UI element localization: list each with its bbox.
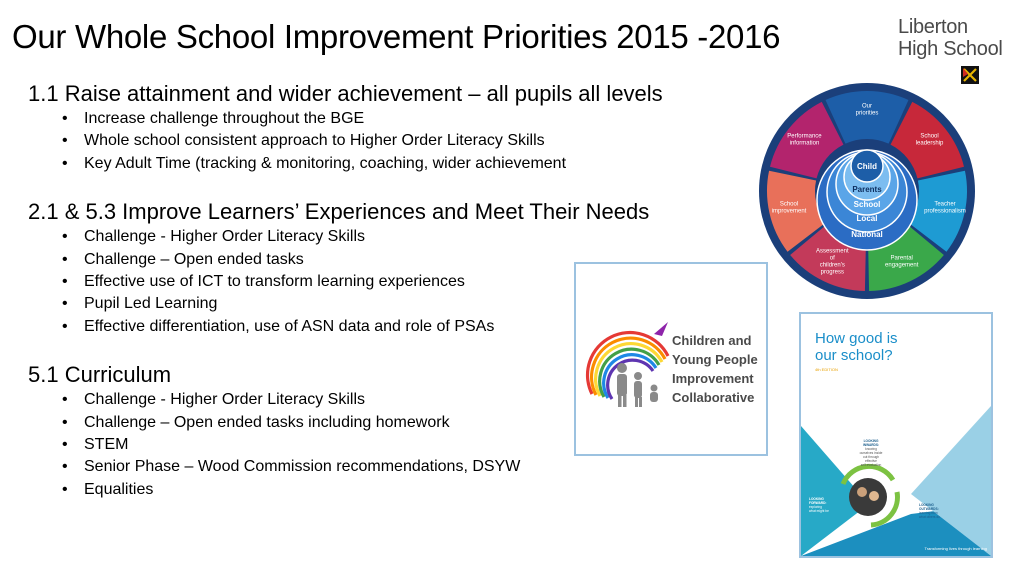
cypic-logo	[576, 264, 766, 454]
hgios-title-line-1: How good is	[815, 330, 898, 347]
cover-right-line: OUTWARDS:	[919, 507, 939, 511]
wheel-segment-label: Parental engagement	[885, 255, 919, 269]
bird-icon	[654, 322, 668, 336]
wheel-segment-label: Assessment of children's progress	[815, 248, 849, 276]
ring-label-parents: Parents	[852, 185, 882, 194]
cypic-line-3: Improvement	[672, 371, 754, 386]
cover-photo-face-1	[857, 487, 867, 497]
wheel-segment-label: School leadership	[915, 133, 944, 147]
cypic-logo-panel	[574, 262, 768, 456]
bullet-item: • Whole school consistent approach to Higher Order Literacy Skills	[62, 130, 768, 152]
bullet-item: • Key Adult Time (tracking & monitoring, coaching, wider achievement	[62, 153, 768, 175]
wheel-segment-label: Our priorities	[855, 103, 879, 117]
cover-center-line: LOOKING	[863, 439, 879, 443]
cypic-line-1: Children and	[672, 333, 752, 348]
cover-right-line: what others do	[919, 515, 940, 519]
cover-photo	[849, 478, 887, 516]
bullet-item: • STEM	[62, 434, 768, 456]
cover-center-line: self-evaluation	[860, 463, 882, 467]
bullet-item: • Challenge – Open ended tasks including homework	[62, 412, 768, 434]
cover-left-line: what might be	[809, 509, 829, 513]
bullet-item: • Challenge - Higher Order Literacy Skills	[62, 389, 768, 411]
cover-right-line: learning from	[919, 511, 938, 515]
cover-right-line: LOOKING	[919, 503, 934, 507]
hgios-cover	[799, 312, 993, 558]
bullet-item: • Challenge - Higher Order Literacy Skills	[62, 226, 768, 248]
priority-section	[28, 80, 768, 175]
bullet-item: • Increase challenge throughout the BGE	[62, 108, 768, 130]
page-title: Our Whole School Improvement Priorities 2015 -2016	[12, 18, 781, 55]
cover-left-line: exploring	[809, 505, 822, 509]
cover-center-line: INWARDS:	[862, 443, 880, 447]
bullet-item: • Pupil Led Learning	[62, 293, 768, 315]
bullet-item: • Effective use of ICT to transform learning experiences	[62, 271, 768, 293]
section-heading: 5.1 Curriculum	[28, 362, 172, 388]
cypic-line-4: Collaborative	[672, 390, 755, 405]
ring-label-school: School	[853, 200, 881, 209]
cover-center-line: ourselves inside	[859, 451, 883, 455]
section-heading: 2.1 & 5.3 Improve Learners’ Experiences and Meet Their Needs	[28, 199, 650, 225]
bullet-item: • Equalities	[62, 479, 768, 501]
school-logo	[898, 16, 1016, 60]
cover-center-line: knowing	[865, 447, 877, 451]
wheel-segment-label: Performance information	[787, 133, 822, 147]
bullet-list	[62, 108, 768, 175]
ring-label-national: National	[851, 230, 883, 239]
ring-label-local: Local	[856, 214, 878, 223]
wheel-segment-label: Teacher professionalism	[924, 201, 966, 215]
cypic-line-2: Young People	[672, 352, 758, 367]
improvement-framework-wheel	[758, 82, 976, 300]
hgios-edition: 4th EDITION	[815, 367, 838, 372]
wheel-segment-label: School improvement	[771, 201, 807, 215]
section-heading: 1.1 Raise attainment and wider achievement – all pupils all levels	[28, 81, 663, 106]
bullet-item: • Effective differentiation, use of ASN data and role of PSAs	[62, 316, 768, 338]
logo-line-2: High School	[898, 38, 1003, 60]
cover-center-line: out through	[862, 455, 880, 459]
cover-center-text	[860, 439, 883, 467]
hgios-title-line-2: our school?	[815, 347, 893, 364]
hgios-cover-art	[801, 314, 991, 556]
cover-center-line: effective	[865, 459, 877, 463]
cover-left-line: LOOKING	[809, 497, 824, 501]
cover-left-line: FORWARD:	[809, 501, 827, 505]
bullet-item: • Challenge – Open ended tasks	[62, 249, 768, 271]
ring-label-child: Child	[857, 162, 877, 171]
cover-photo-face-2	[869, 491, 879, 501]
hgios-tagline: Transforming lives through learning	[924, 546, 987, 551]
logo-line-1: Liberton	[898, 16, 968, 38]
bullet-item: • Senior Phase – Wood Commission recommendations, DSYW	[62, 456, 768, 478]
